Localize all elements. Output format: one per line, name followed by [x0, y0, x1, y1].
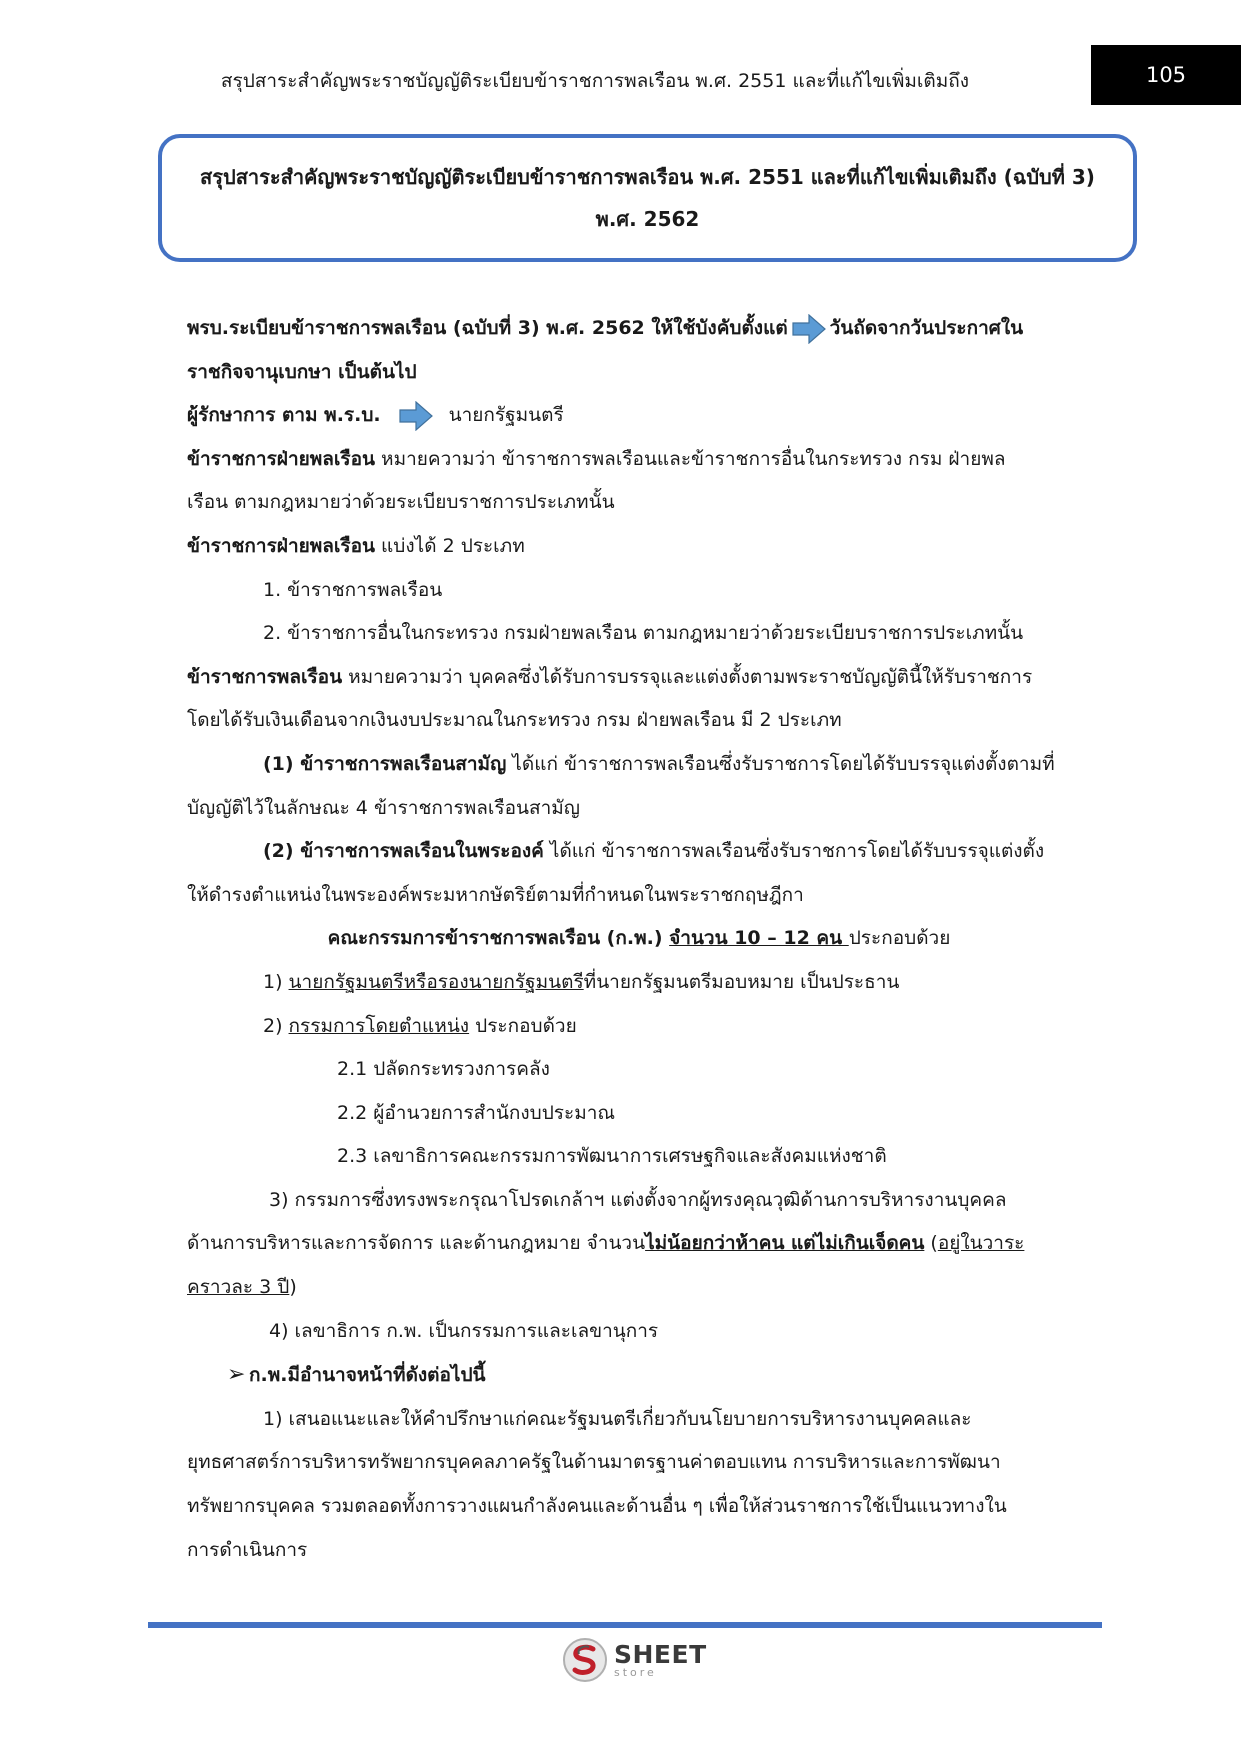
footer-divider	[148, 1622, 1102, 1628]
term-length-a: อยู่ในวาระ	[937, 1232, 1025, 1255]
effective-date-continuation: ราชกิจจานุเบกษา เป็นต้นไป	[187, 360, 417, 383]
arrowhead-bullet-icon: ➢	[227, 1362, 246, 1388]
committee-member-1	[187, 961, 1091, 1005]
powers-heading-text: ก.พ.มีอำนาจหน้าที่ดังต่อไปนี้	[249, 1364, 486, 1387]
logo-main-text: SHEET	[614, 1640, 707, 1669]
member-count: ไม่น้อยกว่าห้าคน แต่ไม่เกินเจ็ดคน	[645, 1232, 925, 1255]
running-header-title: สรุปสาระสำคัญพระราชบัญญัติระเบียบข้าราชการพลเรือน พ.ศ. 2551 และที่แก้ไขเพิ่มเติมถึง	[220, 70, 970, 92]
committee-sub-item: 2.2 ผู้อำนวยการสำนักงบประมาณ	[337, 1101, 616, 1124]
types-count-text: แบ่งได้ 2 ประเภท	[375, 534, 525, 557]
term-length-b: คราวละ 3 ปี	[187, 1276, 290, 1299]
committee-member-4: 4) เลขาธิการ ก.พ. เป็นกรรมการและเลขานุการ	[269, 1319, 659, 1342]
term-civil-side: ข้าราชการฝ่ายพลเรือน	[187, 447, 376, 470]
committee-size: จำนวน 10 – 12 คน	[669, 927, 849, 950]
item-number: 2)	[263, 1014, 289, 1037]
term-civil-servant: ข้าราชการพลเรือน	[187, 665, 343, 688]
definition-text: หมายความว่า ข้าราชการพลเรือนและข้าราชการอื่นในกระทรวง กรม ฝ่ายพล	[375, 447, 1006, 470]
committee-sub-item: 2.3 เลขาธิการคณะกรรมการพัฒนาการเศรษฐกิจและสังคมแห่งชาติ	[337, 1145, 887, 1168]
committee-consists: ประกอบด้วย	[848, 927, 951, 950]
footer-logo	[562, 1636, 707, 1684]
committee-member-2	[187, 1005, 1091, 1049]
power-1-cont: การดำเนินการ	[187, 1538, 308, 1561]
committee-name: คณะกรรมการข้าราชการพลเรือน (ก.พ.)	[327, 927, 670, 950]
type-text: ได้แก่ ข้าราชการพลเรือนซึ่งรับราชการโดยได้รับบรรจุแต่งตั้ง	[543, 840, 1045, 863]
paren-close: )	[289, 1276, 297, 1299]
civil-side-types	[187, 525, 1091, 569]
item-text: ด้านการบริหารและการจัดการ และด้านกฎหมาย จำนวน	[187, 1232, 646, 1255]
definition-civil-side-cont: เรือน ตามกฎหมายว่าด้วยระเบียบราชการประเภทนั้น	[187, 491, 615, 514]
page-number: 105	[1091, 45, 1241, 105]
term-civil-side-2: ข้าราชการฝ่ายพลเรือน	[187, 534, 376, 557]
definition-text: หมายความว่า บุคคลซึ่งได้รับการบรรจุและแต่งตั้งตามพระราชบัญญัตินี้ให้รับราชการ	[342, 665, 1033, 688]
caretaker-paragraph	[187, 394, 1091, 438]
committee-heading	[187, 917, 1091, 961]
logo-wordmark	[614, 1642, 707, 1678]
type-ordinary-cont: บัญญัติไว้ในลักษณะ 4 ข้าราชการพลเรือนสามัญ	[187, 796, 580, 819]
paren-open: (	[924, 1232, 938, 1255]
caretaker-label: ผู้รักษาการ ตาม พ.ร.บ.	[187, 404, 381, 427]
definition-civil-servant-cont: โดยได้รับเงินเดือนจากเงินงบประมาณในกระทรวง กรม ฝ่ายพลเรือน มี 2 ประเภท	[187, 709, 842, 732]
right-arrow-icon	[399, 401, 433, 431]
power-1-cont: ยุทธศาสตร์การบริหารทรัพยากรบุคคลภาครัฐในด้านมาตรฐานค่าตอบแทน การบริหารและการพัฒนา	[187, 1451, 1001, 1474]
power-1: 1) เสนอแนะและให้คำปรึกษาแก่คณะรัฐมนตรีเกี่ยวกับนโยบายการบริหารงานบุคคลและ	[263, 1407, 972, 1430]
title-line-1: สรุปสาระสำคัญพระราชบัญญัติระเบียบข้าราชการพลเรือน พ.ศ. 2551 และที่แก้ไขเพิ่มเติมถึง (ฉบับที่ 3)	[200, 165, 1095, 189]
right-arrow-icon	[792, 314, 826, 344]
item-text: ที่นายกรัฐมนตรีมอบหมาย เป็นประธาน	[583, 970, 900, 993]
item-underlined: กรรมการโดยตำแหน่ง	[288, 1014, 470, 1037]
term-royal: (2) ข้าราชการพลเรือนในพระองค์	[263, 840, 544, 863]
logo-sub-text: store	[614, 1666, 657, 1679]
title-line-2: พ.ศ. 2562	[595, 207, 700, 231]
powers-heading	[187, 1353, 1091, 1398]
item-underlined: นายกรัฐมนตรีหรือรองนายกรัฐมนตรี	[288, 970, 584, 993]
title-box	[158, 134, 1137, 262]
item-text: ประกอบด้วย	[469, 1014, 577, 1037]
effective-date-paragraph	[187, 307, 1091, 351]
sheet-store-logo-icon	[562, 1637, 608, 1683]
power-1-cont: ทรัพยากรบุคคล รวมตลอดทั้งการวางแผนกำลังคนและด้านอื่น ๆ เพื่อให้ส่วนราชการใช้เป็นแนวทางใน	[187, 1495, 1007, 1518]
document-body	[187, 307, 1091, 1572]
list-item: 1. ข้าราชการพลเรือน	[263, 578, 443, 601]
term-ordinary: (1) ข้าราชการพลเรือนสามัญ	[263, 752, 507, 775]
effective-date-value: วันถัดจากวันประกาศใน	[829, 317, 1024, 339]
item-number: 1)	[263, 970, 289, 993]
definition-civil-servant	[187, 656, 1091, 700]
effective-date-text: พรบ.ระเบียบข้าราชการพลเรือน (ฉบับที่ 3) พ.ศ. 2562 ให้ใช้บังคับตั้งแต่	[187, 317, 788, 339]
type-royal	[187, 830, 1091, 874]
type-text: ได้แก่ ข้าราชการพลเรือนซึ่งรับราชการโดยได้รับบรรจุแต่งตั้งตามที่	[506, 752, 1055, 775]
list-item: 2. ข้าราชการอื่นในกระทรวง กรมฝ่ายพลเรือน ตามกฎหมายว่าด้วยระเบียบราชการประเภทนั้น	[263, 622, 1024, 645]
committee-member-3-cont	[187, 1222, 1091, 1266]
committee-member-3-cont-2	[187, 1266, 1091, 1310]
caretaker-value: นายกรัฐมนตรี	[448, 404, 564, 427]
committee-member-3: 3) กรรมการซึ่งทรงพระกรุณาโปรดเกล้าฯ แต่งตั้งจากผู้ทรงคุณวุฒิด้านการบริหารงานบุคคล	[269, 1188, 1007, 1211]
type-royal-cont: ให้ดำรงตำแหน่งในพระองค์พระมหากษัตริย์ตามที่กำหนดในพระราชกฤษฎีกา	[187, 883, 804, 906]
type-ordinary	[187, 743, 1091, 787]
committee-sub-item: 2.1 ปลัดกระทรวงการคลัง	[337, 1058, 550, 1081]
definition-civil-side	[187, 438, 1091, 482]
